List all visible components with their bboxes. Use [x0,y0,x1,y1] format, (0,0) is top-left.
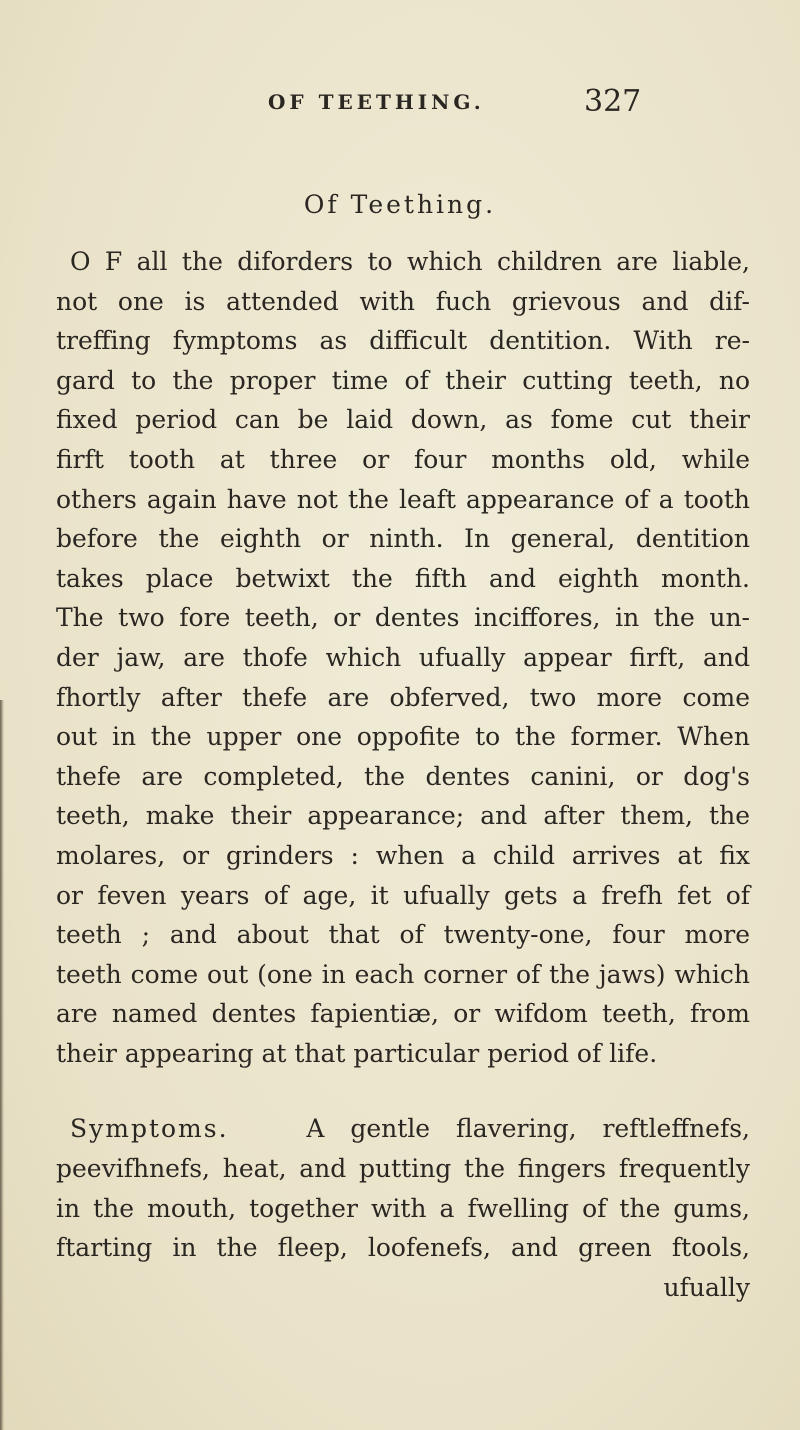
text-line: or feven years of age, it ufually gets a frefh fet of [56,880,750,910]
paragraph-dentition [56,242,750,1073]
section-lead: Symptoms. [70,1114,229,1144]
text-line: teeth ; and about that of twenty-one, four more [56,920,750,950]
text-line: in the mouth, together with a fwelling of the gums, [56,1193,750,1223]
text-line: gard to the proper time of their cutting teeth, no [56,365,750,395]
text-line: are named dentes fapientiæ, or wifdom teeth, from [56,999,750,1029]
text-line: treffing fymptoms as difficult dentition. With re- [56,326,750,356]
text-line: O F all the diforders to which children are liable, [70,247,750,276]
page-header [0,84,800,124]
text-line: fhortly after thefe are obferved, two more come [56,682,750,712]
text-line: peevifhnefs, heat, and putting the fingers frequently [56,1154,750,1184]
text-line-symptoms-lead [56,1109,750,1149]
text-line: teeth come out (one in each corner of the jaws) which [56,959,750,989]
text-span: A gentle flavering, reftleffnefs, [306,1114,750,1144]
paragraph-symptoms [56,1109,750,1307]
text-line: The two fore teeth, or dentes inciffores, in the un- [56,603,750,633]
text-line: their appearing at that particular period of life. [56,1038,658,1068]
running-head: OF TEETHING. [268,90,485,114]
text-line: out in the upper one oppofite to the former. When [56,722,750,752]
catchword: ufually [663,1272,750,1302]
text-line: others again have not the leaft appearance of a tooth [56,484,750,514]
text-line: molares, or grinders : when a child arrives at fix [56,840,750,870]
text-line: der jaw, are thofe which ufually appear firft, and [56,642,750,672]
text-line: fixed period can be laid down, as fome cut their [56,405,750,435]
page-number: 327 [584,84,642,119]
text-line: ftarting in the fleep, loofenefs, and green ftools, [56,1233,750,1263]
text-line: teeth, make their appearance; and after them, the [56,801,750,831]
text-line: firft tooth at three or four months old, while [56,444,750,474]
paragraph-gap [56,1073,750,1109]
text-line: takes place betwixt the fifth and eighth month. [56,563,750,593]
page-edge-shadow [0,700,4,1430]
text-line: thefe are completed, the dentes canini, or dog's [56,761,750,791]
body-text [56,242,750,1307]
text-line: before the eighth or ninth. In general, dentition [56,524,750,554]
chapter-title: Of Teething. [303,190,497,219]
text-line: not one is attended with fuch grievous and dif- [56,286,750,316]
